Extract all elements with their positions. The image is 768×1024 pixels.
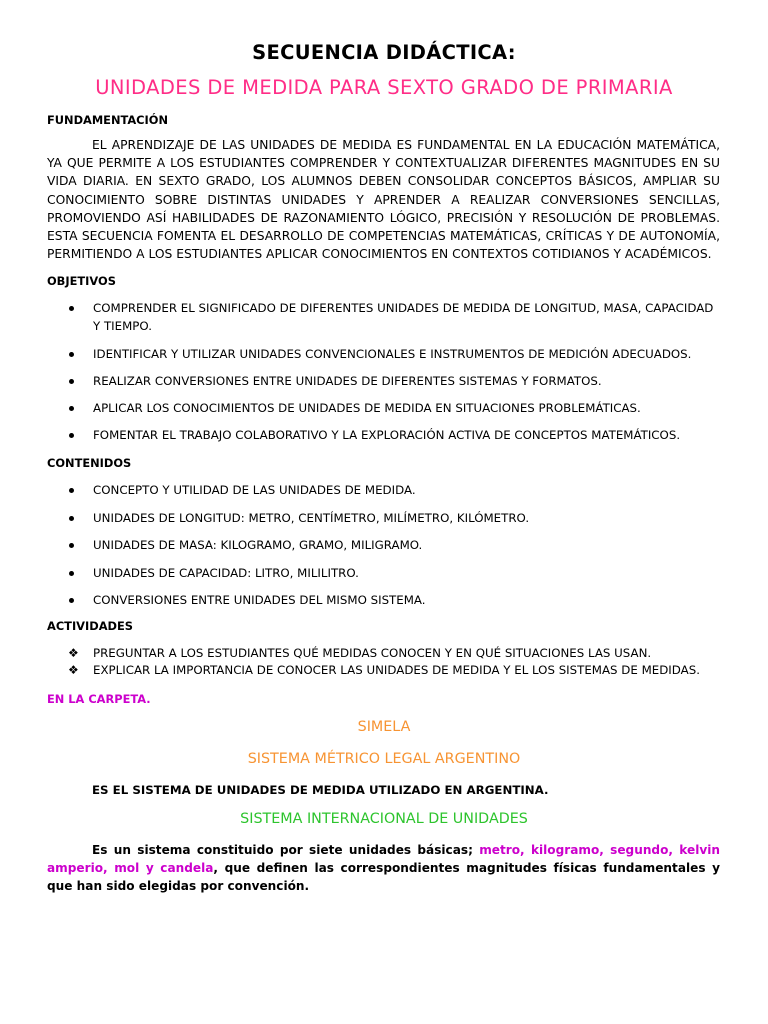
list-item (0, 399, 720, 417)
fundamentacion-heading: FUNDAMENTACIÓN (47, 113, 168, 127)
list-item (0, 481, 720, 499)
bullet-icon (69, 379, 74, 384)
objetivos-heading: OBJETIVOS (47, 274, 116, 288)
diamond-bullet-icon: ❖ (68, 646, 79, 660)
bullet-icon (69, 516, 74, 521)
simela-text: ES EL SISTEMA DE UNIDADES DE MEDIDA UTILIZADO EN ARGENTINA. (92, 783, 549, 797)
diamond-bullet-icon: ❖ (68, 663, 79, 677)
bullet-icon (69, 488, 74, 493)
contenidos-heading: CONTENIDOS (47, 456, 132, 470)
si-units-highlight: metro, kilogramo, segundo, kelvin amperio, mol y candela (47, 843, 720, 875)
list-item (0, 345, 720, 363)
si-text-before: Es un sistema constituido por siete unidades básicas; (92, 843, 480, 857)
list-item-text: UNIDADES DE MASA: KILOGRAMO, GRAMO, MILIGRAMO. (93, 538, 423, 552)
bullet-icon (69, 571, 74, 576)
contenidos-list (0, 481, 720, 609)
simela-heading: SIMELA (357, 719, 411, 735)
list-item-text: IDENTIFICAR Y UTILIZAR UNIDADES CONVENCIONALES E INSTRUMENTOS DE MEDICIÓN ADECUADOS. (93, 347, 692, 361)
bullet-icon (69, 352, 74, 357)
list-item-text: EXPLICAR LA IMPORTANCIA DE CONOCER LAS UNIDADES DE MEDIDA Y EL LOS SISTEMAS DE MEDIDAS. (93, 663, 700, 677)
list-item (0, 645, 720, 662)
bullet-icon (69, 406, 74, 411)
objetivos-list (0, 299, 720, 444)
list-item-text: COMPRENDER EL SIGNIFICADO DE DIFERENTES UNIDADES DE MEDIDA DE LONGITUD, MASA, CAPACIDAD Y TIEMPO. (93, 301, 714, 333)
si-heading: SISTEMA INTERNACIONAL DE UNIDADES (240, 811, 528, 827)
bullet-icon (69, 306, 74, 311)
list-item-text: CONCEPTO Y UTILIDAD DE LAS UNIDADES DE MEDIDA. (93, 483, 416, 497)
list-item (0, 509, 720, 527)
list-item (0, 591, 720, 609)
list-item (0, 426, 720, 444)
document-subtitle: UNIDADES DE MEDIDA PARA SEXTO GRADO DE PRIMARIA (95, 76, 673, 99)
bullet-icon (69, 598, 74, 603)
simela-subheading: SISTEMA MÉTRICO LEGAL ARGENTINO (247, 751, 521, 767)
list-item (0, 372, 720, 390)
list-item (0, 662, 720, 679)
carpeta-label: EN LA CARPETA. (47, 692, 151, 706)
list-item-text: CONVERSIONES ENTRE UNIDADES DEL MISMO SISTEMA. (93, 593, 426, 607)
si-paragraph (47, 841, 720, 895)
list-item (0, 536, 720, 554)
bullet-icon (69, 543, 74, 548)
actividades-list (0, 645, 720, 679)
document-title: SECUENCIA DIDÁCTICA: (252, 41, 516, 64)
list-item-text: UNIDADES DE CAPACIDAD: LITRO, MILILITRO. (93, 565, 359, 580)
fundamentacion-paragraph: EL APRENDIZAJE DE LAS UNIDADES DE MEDIDA ES FUNDAMENTAL EN LA EDUCACIÓN MATEMÁTICA, YA QUE PERMITE A LOS ESTUDIANTES COMPRENDER Y CONTEXTUALIZAR DIFERENTES MAGNITUDES EN SU VIDA DIARIA. EN SEXTO GRADO, LOS ALUMNOS DEBEN CONSOLIDAR CONCEPTOS BÁSICOS, AMPLIAR SU CONOCIMIENTO SOBRE DISTINTAS UNIDADES Y APRENDER A REALIZAR CONVERSIONES SENCILLAS, PROMOVIENDO ASÍ HABILIDADES DE RAZONAMIENTO LÓGICO, PRECISIÓN Y RESOLUCIÓN DE PROBLEMAS. ESTA SECUENCIA FOMENTA EL DESARROLLO DE COMPETENCIAS MATEMÁTICAS, CRÍTICAS Y DE AUTONOMÍA, PERMITIENDO A LOS ESTUDIANTES APLICAR CONOCIMIENTOS EN CONTEXTOS COTIDIANOS Y ACADÉMICOS. (47, 138, 720, 262)
list-item-text: UNIDADES DE LONGITUD: METRO, CENTÍMETRO, MILÍMETRO, KILÓMETRO. (93, 510, 530, 525)
actividades-heading: ACTIVIDADES (47, 619, 133, 633)
list-item (0, 564, 720, 582)
list-item-text: PREGUNTAR A LOS ESTUDIANTES QUÉ MEDIDAS CONOCEN Y EN QUÉ SITUACIONES LAS USAN. (93, 646, 652, 660)
list-item-text: REALIZAR CONVERSIONES ENTRE UNIDADES DE DIFERENTES SISTEMAS Y FORMATOS. (93, 374, 602, 388)
list-item (0, 299, 720, 335)
list-item-text: FOMENTAR EL TRABAJO COLABORATIVO Y LA EXPLORACIÓN ACTIVA DE CONCEPTOS MATEMÁTICOS. (93, 428, 681, 442)
si-text-after: , que definen las correspondientes magnitudes físicas fundamentales y que han sido elegidas por convención. (47, 861, 720, 893)
list-item-text: APLICAR LOS CONOCIMIENTOS DE UNIDADES DE MEDIDA EN SITUACIONES PROBLEMÁTICAS. (93, 401, 641, 415)
bullet-icon (69, 433, 74, 438)
